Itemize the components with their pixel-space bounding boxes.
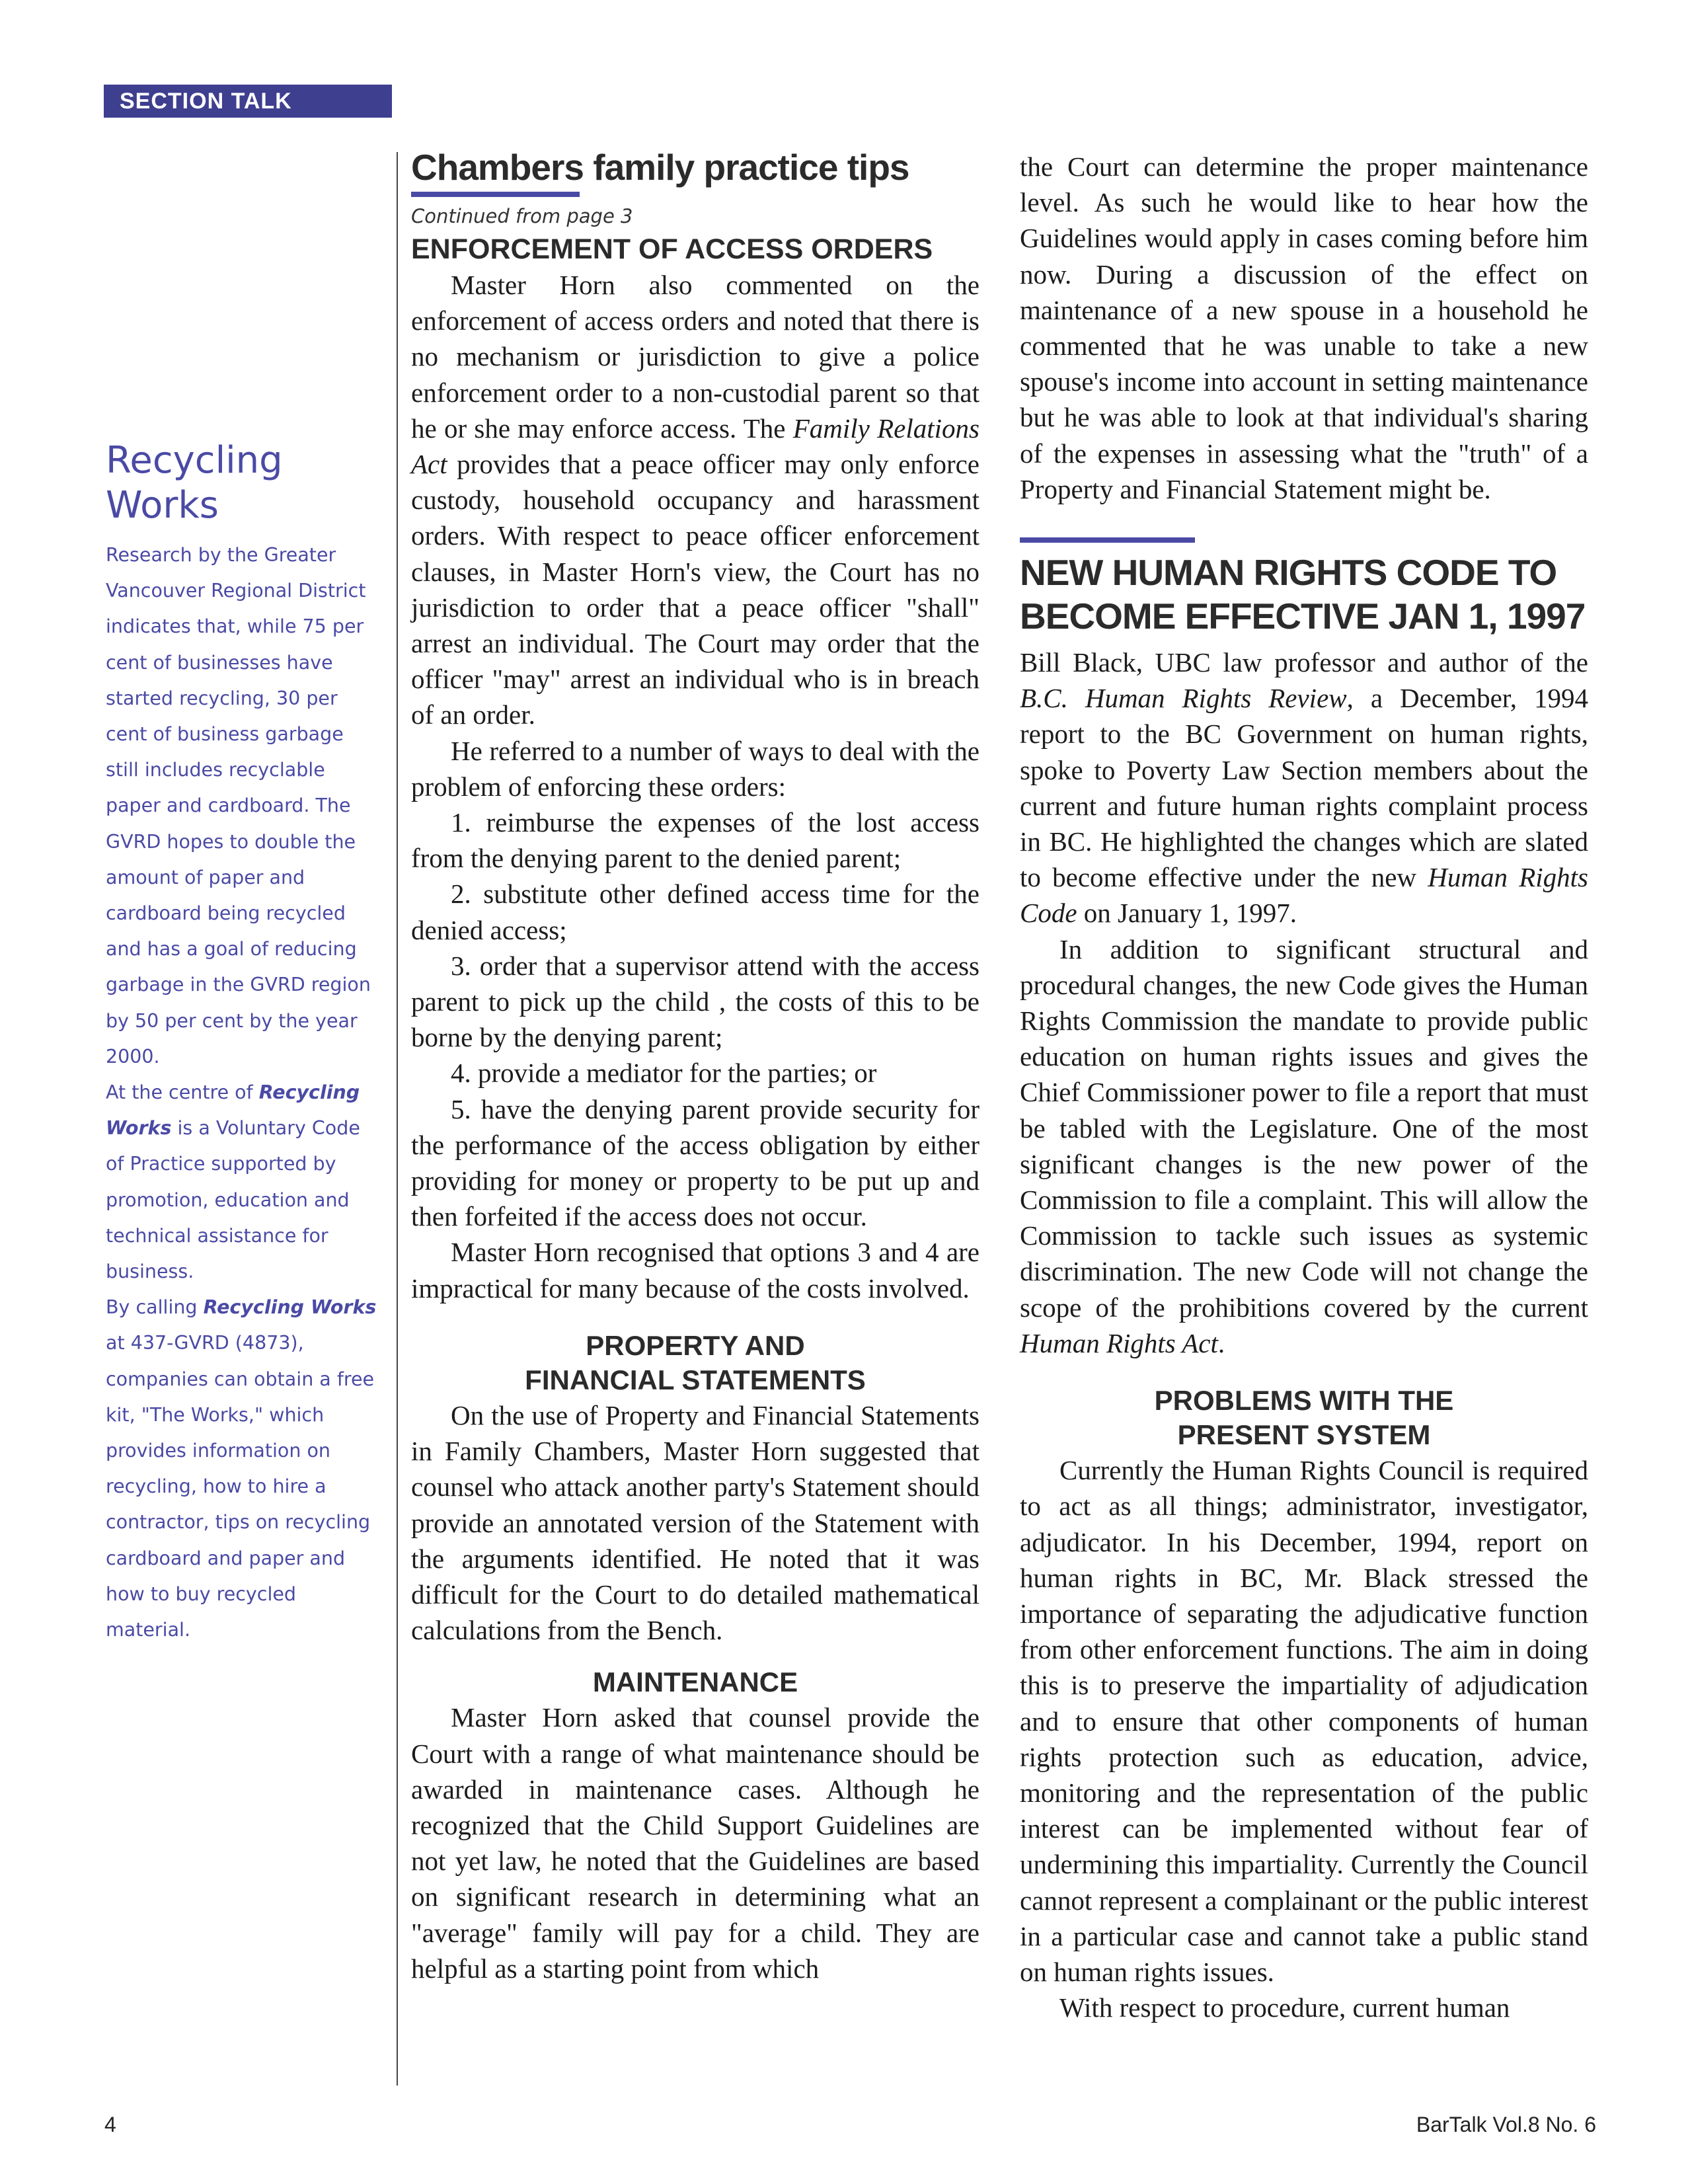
- list-item: 2. substitute other defined access time for the denied access;: [411, 878, 979, 945]
- text-run: Master Horn also commented on the enforcement of access orders and noted that there is no mechanism or jurisdiction to give a police enforcement order to a non-custodial parent so that he or she may enforce access. The: [411, 270, 979, 444]
- list-item: 5. have the denying parent provide security for the performance of the access obligation by either providing for money or property to be put up and then forfeited if the access does not occur.: [411, 1093, 979, 1232]
- sidebar-title: Recycling Works: [106, 439, 283, 527]
- heading-line: FINANCIAL STATEMENTS: [525, 1364, 866, 1395]
- emphasis-text: Family Relations Act: [411, 412, 979, 480]
- heading-line: PROPERTY AND: [586, 1329, 805, 1361]
- emphasis-text: Recycling Works: [106, 1081, 360, 1140]
- title-underline: [411, 192, 580, 197]
- sidebar-paragraph: [106, 1290, 377, 1648]
- article-column-2: [1020, 149, 1588, 2025]
- paragraph: Master Horn recognised that options 3 and 4 are impractical for many because of the costs involved.: [411, 1237, 979, 1304]
- sidebar-recycling: [106, 438, 377, 1648]
- article-title: [1020, 551, 1588, 638]
- paragraph: On the use of Property and Financial Statements in Family Chambers, Master Horn suggested that counsel who attack another party's Statement should provide an annotated version of the Statement with the arguments identified. He noted that it was difficult for the Court to do detailed mathematical calculations from the Bench.: [411, 1399, 979, 1646]
- text-run: .: [1217, 1327, 1225, 1358]
- list-item: 3. order that a supervisor attend with the access parent to pick up the child , the costs of this to be borne by the denying parent;: [411, 950, 979, 1053]
- heading-line: PRESENT SYSTEM: [1177, 1419, 1431, 1451]
- section-heading: [411, 1329, 979, 1397]
- section-heading: [1020, 1384, 1588, 1452]
- emphasis-text: Recycling Works: [203, 1296, 377, 1319]
- emphasis-text: Human Rights Act: [1020, 1327, 1218, 1358]
- text-run: Bill Black, UBC law professor and author of the: [1020, 647, 1588, 678]
- paragraph: He referred to a number of ways to deal with the problem of enforcing these orders:: [411, 735, 979, 802]
- paragraph: the Court can determine the proper maintenance level. As such he would like to hear how the Guidelines would apply in cases coming before him now. During a discussion of the effect on maintenance of a new spouse in a household he commented that he was unable to take a new spouse's income into account in setting maintenance but he was able to look at that individual's sharing of the expenses in assessing what the "truth" of a Property and Financial Statement might be.: [1020, 151, 1588, 504]
- text-run: , a December, 1994 report to the BC Government on human rights, spoke to Poverty Law Section members about the current and future human rights complaint process in BC. He highlighted the changes which are slated to become effective under the new: [1020, 683, 1588, 893]
- section-heading: MAINTENANCE: [592, 1666, 798, 1698]
- page-number: 4: [104, 2113, 116, 2136]
- paragraph: With respect to procedure, current human: [1059, 1992, 1510, 2023]
- text-run: By calling: [106, 1296, 204, 1319]
- text-run: at 437-GVRD (4873), companies can obtain a free kit, "The Works," which provides information on recycling, how to hire a contractor, tips on recycling cardboard and paper and how to buy recycled material.: [106, 1332, 375, 1641]
- text-run: on January 1, 1997.: [1077, 898, 1297, 929]
- section-heading: ENFORCEMENT OF ACCESS ORDERS: [411, 233, 933, 265]
- list-item: 4. provide a mediator for the parties; or: [451, 1058, 877, 1089]
- paragraph: [1020, 931, 1588, 1361]
- paragraph: Currently the Human Rights Council is required to act as all things; administrator, investigator, adjudicator. In his December, 1994, report on human rights in BC, Mr. Black stressed the importance of separating the adjudicative function from other enforcement functions. The aim in doing this is to preserve the impartiality of adjudication and to ensure that other components of human rights protection such as education, advice, monitoring and the representation of the public interest can be implemented without fear of undermining this impartiality. Currently the Council cannot represent a complainant or the public interest in a particular case and cannot take a public stand on human rights issues.: [1020, 1455, 1588, 1987]
- article-separator: [1020, 537, 1195, 543]
- text-run: provides that a peace officer may only enforce custody, household occupancy and harassment orders. With respect to peace officer enforcement clauses, in Master Horn's view, the Court has no jurisdiction to order that a peace officer "shall" arrest an individual. The Court may order that the officer "may" arrest an individual who is in breach of an order.: [411, 449, 979, 730]
- title-line: BECOME EFFECTIVE JAN 1, 1997: [1020, 596, 1586, 637]
- title-line: NEW HUMAN RIGHTS CODE TO: [1020, 552, 1557, 594]
- text-run: is a Voluntary Code of Practice supported by promotion, education and technical assistance for business.: [106, 1117, 360, 1283]
- sidebar-paragraph: [106, 1075, 377, 1290]
- emphasis-text: B.C. Human Rights Review: [1020, 683, 1347, 714]
- text-run: At the centre of: [106, 1081, 259, 1104]
- paragraph: Master Horn asked that counsel provide the Court with a range of what maintenance should be awarded in maintenance cases. Although he recognized that the Child Support Guidelines are not yet law, he noted that the Guidelines are based on significant research in determining what an "average" family will pay for a child. They are helpful as a starting point from which: [411, 1702, 979, 1984]
- heading-line: PROBLEMS WITH THE: [1154, 1385, 1454, 1417]
- text-run: In addition to significant structural and procedural changes, the new Code gives the Human Rights Commission the mandate to provide public education on human rights issues and gives the Chief Commissioner power to file a report that must be tabled with the Legislature. One of the most significant changes is the new power of the Commission to file a complaint. This will allow the Commission to tackle such issues as systemic discrimination. The new Code will not change the scope of the prohibitions covered by the current: [1020, 933, 1588, 1323]
- article-column-1: [411, 145, 979, 1986]
- emphasis-text: Human Rights Code: [1020, 862, 1588, 929]
- paragraph: [411, 267, 979, 733]
- paragraph: [1020, 644, 1588, 931]
- article-title: Chambers family practice tips: [411, 147, 909, 188]
- section-banner: [104, 85, 392, 118]
- section-label: SECTION TALK: [120, 89, 292, 114]
- publication-footer: BarTalk Vol.8 No. 6: [1416, 2113, 1596, 2136]
- list-item: 1. reimburse the expenses of the lost access from the denying parent to the denied parent;: [411, 807, 979, 874]
- column-divider: [397, 152, 398, 2086]
- sidebar-paragraph: Research by the Greater Vancouver Regional District indicates that, while 75 per cent of businesses have started recycling, 30 per cent of business garbage still includes recyclable paper and cardboard. The GVRD hopes to double the amount of paper and cardboard being recycled and has a goal of reducing garbage in the GVRD region by 50 per cent by the year 2000.: [106, 544, 371, 1068]
- continued-note: Continued from page 3: [411, 205, 633, 227]
